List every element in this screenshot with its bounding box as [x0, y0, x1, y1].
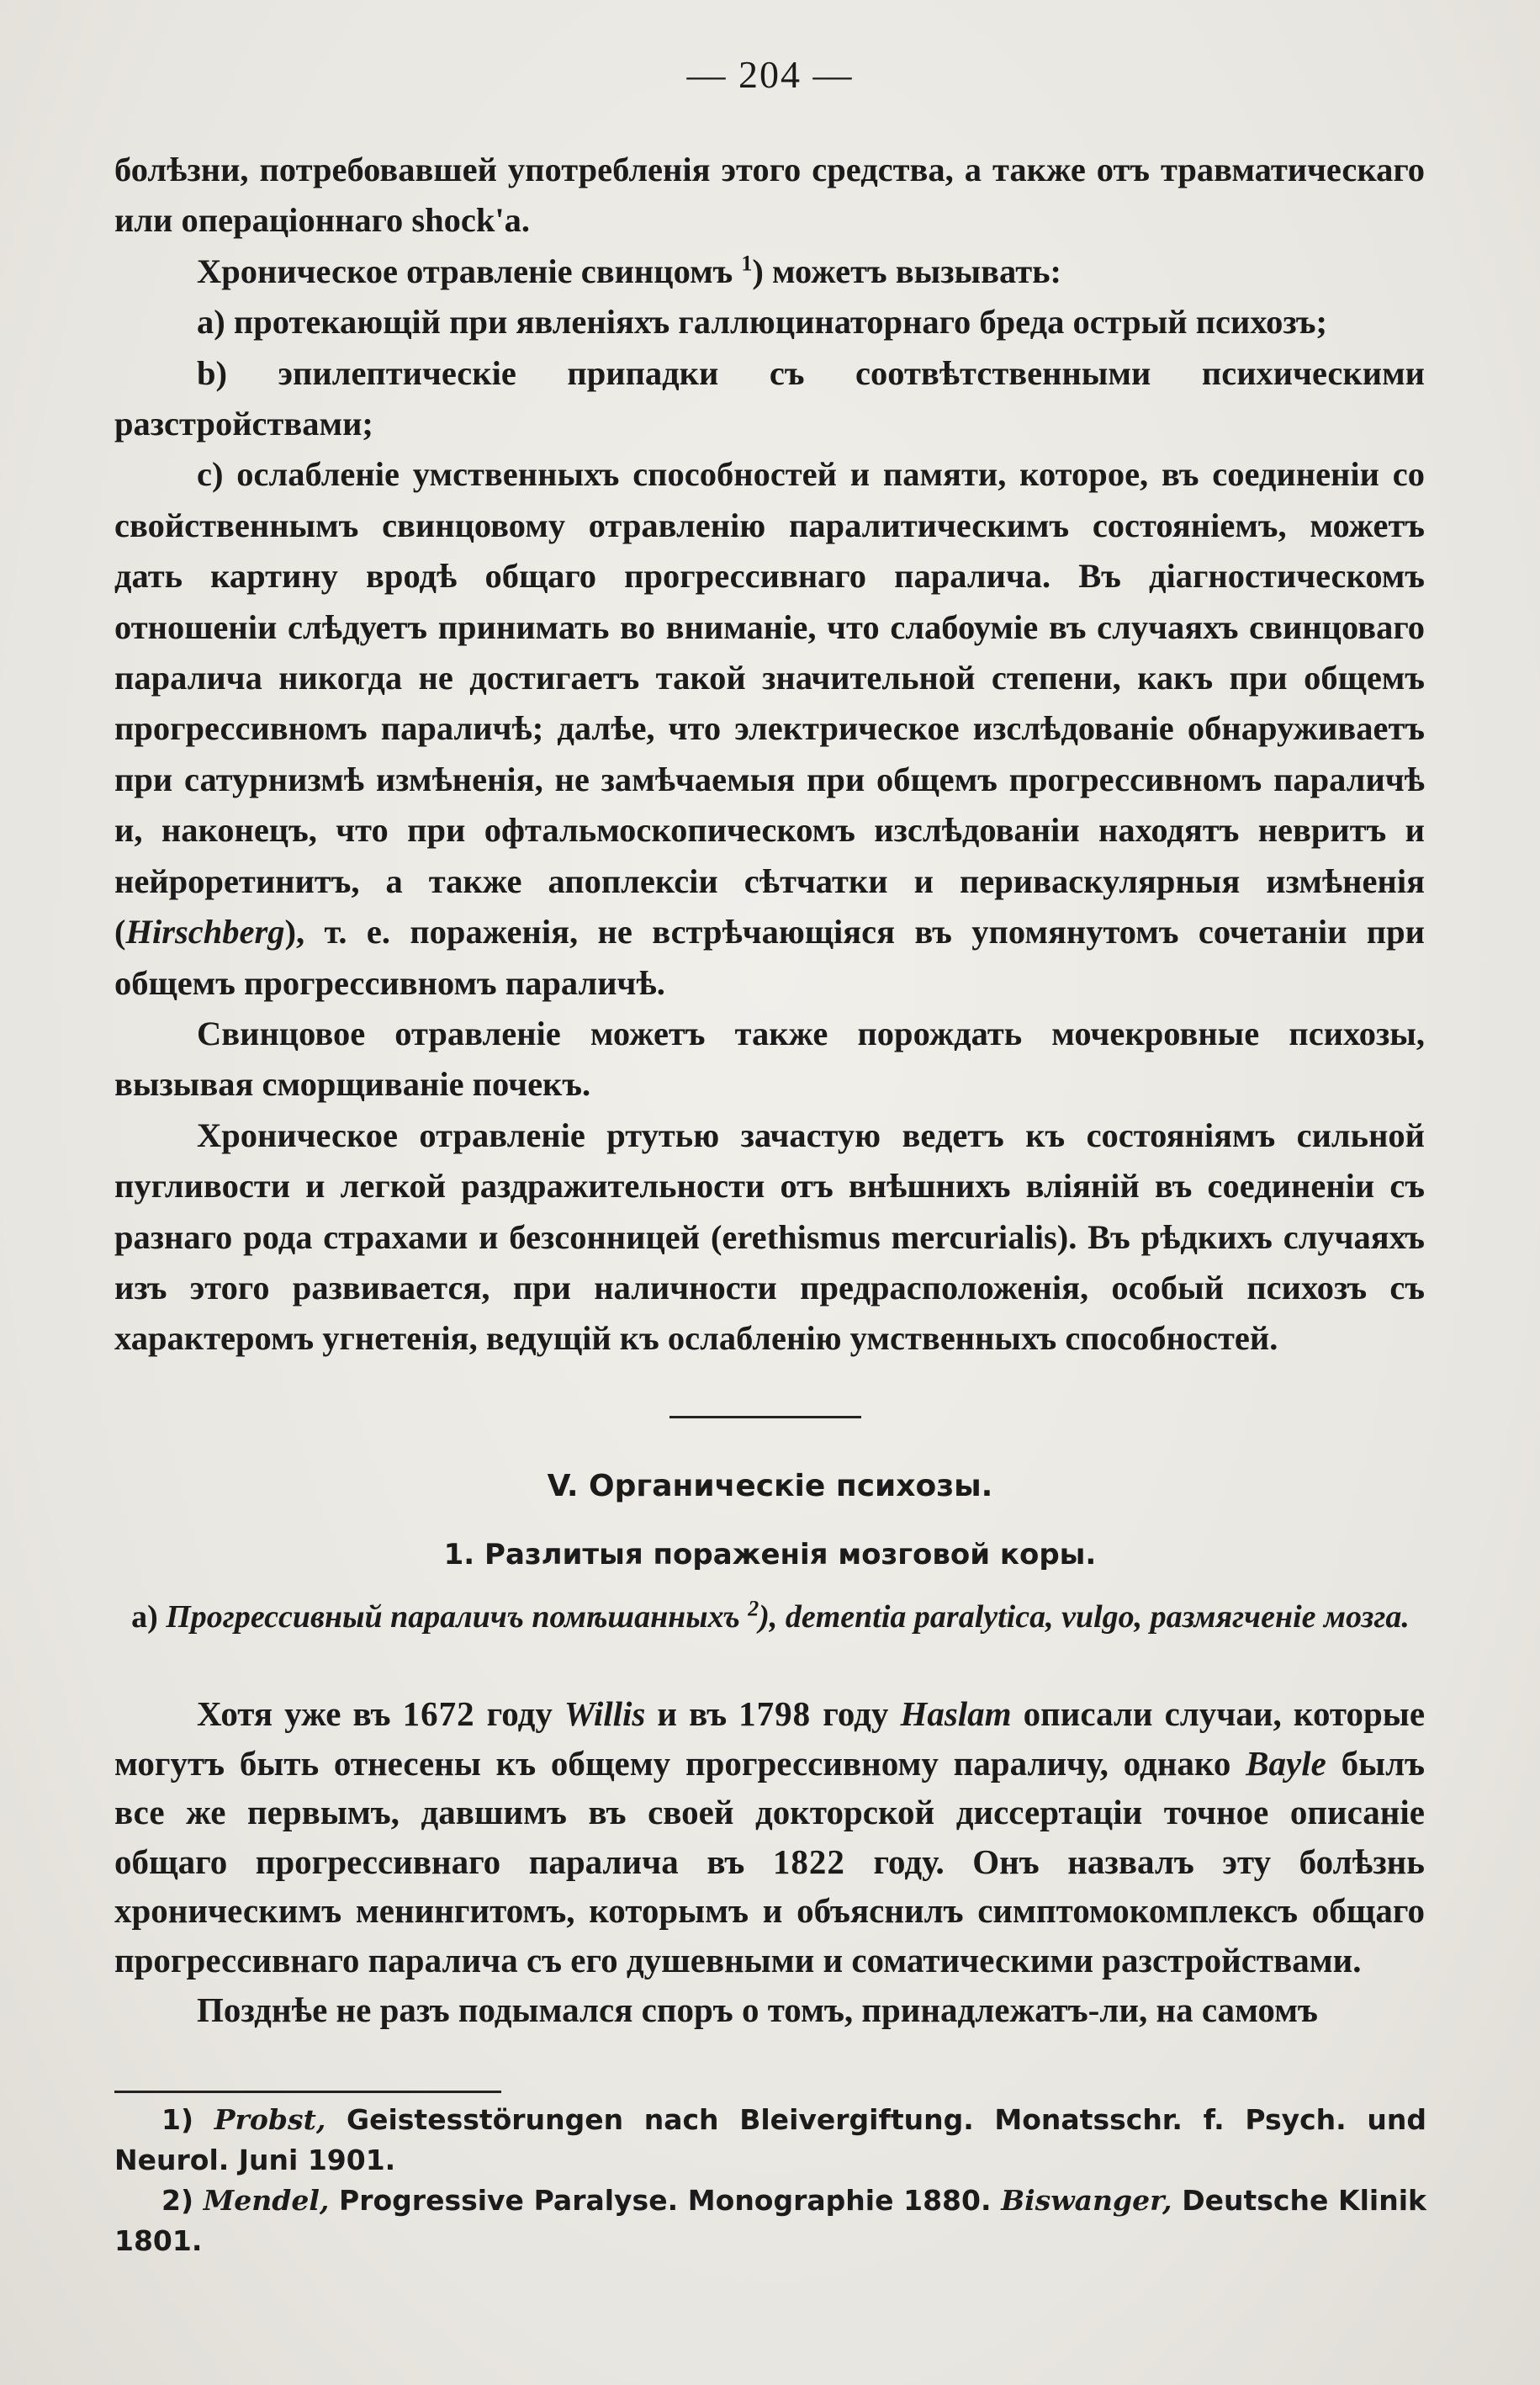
year: 1822 — [772, 1842, 845, 1881]
author-name: Mendel, — [203, 2184, 330, 2217]
footnote-1 — [114, 2100, 1426, 2181]
paragraph: Позднѣе не разъ подымался споръ о томъ, принадлежатъ-ли, на самомъ — [197, 1990, 1318, 2029]
footnote-2 — [114, 2181, 1426, 2261]
author-name: Probst, — [214, 2103, 326, 2136]
section-title: V. Органическіе психозы. — [547, 1469, 993, 1503]
page-number: — 204 — — [686, 53, 854, 96]
footnote-ref-2: 2 — [748, 1596, 759, 1621]
author-name: Willis — [564, 1694, 646, 1733]
subsection-title: 1. Разлитыя пораженія мозговой коры. — [443, 1538, 1097, 1571]
footnote-ref-1: 1 — [741, 251, 753, 276]
text: году — [811, 1694, 901, 1733]
footnote-text: Geistesstörungen nach Bleivergiftung. Monatsschr. f. Psych. und Neurol. Juni 1901. — [114, 2103, 1426, 2176]
text: былъ все же первымъ, давшимъ въ своей докторской диссертаціи точное описаніе общаго прогрессивнаго паралича въ — [114, 1743, 1425, 1881]
list-item-b: b) эпилептическіе припадки съ соотвѣтственными психическими разстройствами; — [114, 353, 1425, 443]
text: году. Онъ назвалъ эту болѣзнь хроническимъ менингитомъ, которымъ и объяснилъ симптомокомплексъ общаго прогрессивнаго паралича съ его душевными и соматическими разстройствами. — [114, 1842, 1425, 1980]
list-item-c — [114, 449, 1425, 1008]
paragraph-text: c) ослабленіе умственныхъ способностей и памяти, которое, въ соединеніи со свойственнымъ свинцовому отравленію паралитическимъ состояніемъ, можетъ дать картину вродѣ общаго прогрессивнаго паралича. Въ діагностическомъ отношеніи слѣдуетъ принимать во вниманіе, что слабоуміе въ случаяхъ свинцоваго паралича никогда не достигаетъ такой значительной степени, какъ при общемъ прогрессивномъ параличѣ; далѣе, что электрическое изслѣдованіе обнаруживаетъ при сатурнизмѣ измѣненія, не замѣчаемыя при общемъ прогрессивномъ параличѣ и, наконецъ, что при офтальмоскопическомъ изслѣдованіи находятъ невритъ и нейроретинитъ, а также апоплексіи сѣтчатки и периваскулярныя измѣненія ( — [114, 455, 1425, 951]
list-item-a: а) протекающій при явленіяхъ галлюцинаторнаго бреда острый психозъ; — [197, 303, 1327, 342]
paragraph-text: ), т. е. пораженія, не встрѣчающіяся въ упомянутомъ сочетаніи при общемъ прогрессивномъ параличѣ. — [114, 913, 1425, 1002]
subheading-a — [114, 1596, 1426, 1638]
paragraph: болѣзни, потребовавшей употребленія этого средства, а также отъ травматическаго или операціоннаго shock'а. — [114, 151, 1425, 240]
text: описали случаи, которые могутъ быть отнесены къ общему прогрессивному параличу, однако — [114, 1694, 1426, 1783]
body-text-block — [114, 1689, 1425, 2034]
paragraph-history — [114, 1689, 1425, 1985]
footnote-divider — [114, 2091, 501, 2093]
paragraph: Свинцовое отравленіе можетъ также порождать мочекровные психозы, вызывая сморщиваніе почекъ. — [114, 1014, 1425, 1104]
item-label: a) — [131, 1599, 158, 1635]
paragraph-text: Хроническое отравленіе свинцомъ — [197, 252, 733, 290]
footnote-mark: 2) — [161, 2184, 194, 2217]
paragraph-text: ) можетъ вызывать: — [752, 252, 1061, 290]
paragraph-lead-poisoning — [114, 246, 1425, 297]
footnote-text: Deutsche Klinik 1801. — [114, 2184, 1426, 2257]
section-divider — [669, 1416, 861, 1418]
year: 1672 — [402, 1694, 475, 1733]
footnotes — [114, 2100, 1426, 2261]
author-name: Biswanger, — [1001, 2184, 1172, 2217]
author-name: Hirschberg — [125, 913, 285, 951]
text: и въ — [645, 1694, 739, 1733]
year: 1798 — [738, 1694, 812, 1733]
subheading-rest: ), dementia paralytica, vulgo, размягченіе мозга. — [759, 1599, 1410, 1635]
author-name: Bayle — [1246, 1743, 1326, 1783]
author-name: Haslam — [900, 1694, 1012, 1733]
footnote-text: Progressive Paralyse. Monographie 1880. — [329, 2184, 1002, 2217]
text: Хотя уже въ — [197, 1694, 403, 1733]
top-text-block — [114, 145, 1425, 1365]
subheading-italic: Прогрессивный параличъ помѣшанныхъ — [166, 1599, 740, 1635]
paragraph: Хроническое отравленіе ртутью зачастую ведетъ къ состояніямъ сильной пугливости и легкой раздражительности отъ внѣшнихъ вліяній въ соединеніи съ разнаго рода страхами и безсонницей (erethismus mercurialis). Въ рѣдкихъ случаяхъ изъ этого развивается, при наличности предрасположенія, особый психозъ съ характеромъ угнетенія, ведущій къ ослабленію умственныхъ способностей. — [114, 1116, 1425, 1358]
footnote-mark: 1) — [161, 2103, 194, 2136]
text: году — [474, 1694, 564, 1733]
